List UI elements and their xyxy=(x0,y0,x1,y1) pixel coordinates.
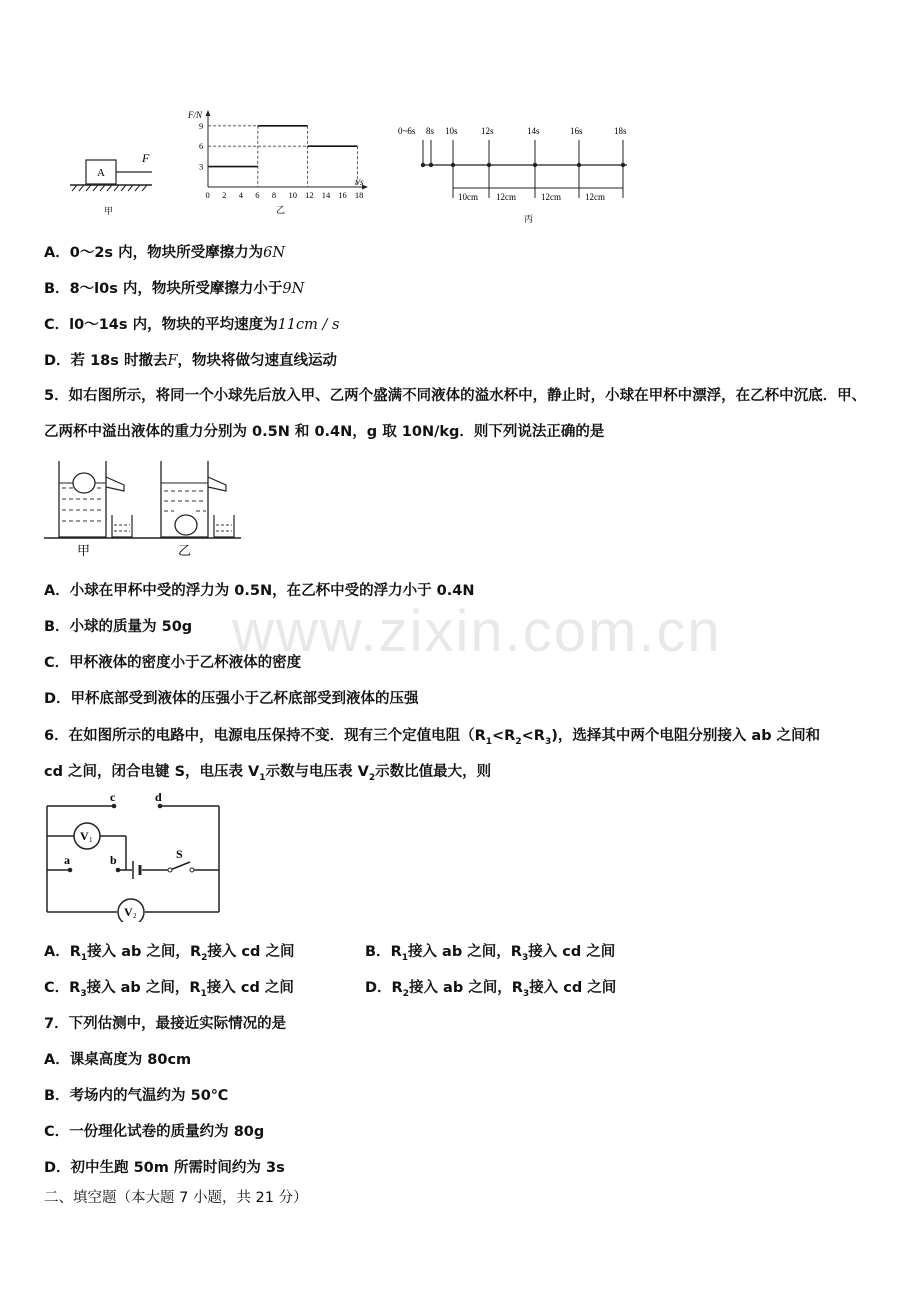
distance-label-2: 12cm xyxy=(541,192,561,202)
q5-option-d: D．甲杯底部受到液体的压强小于乙杯底部受到液体的压强 xyxy=(44,691,419,707)
x-tick-label-2: 2 xyxy=(222,190,227,200)
y-tick-label-3: 3 xyxy=(199,161,204,172)
x-tick-label-18: 18 xyxy=(354,190,364,200)
y-axis-label: F/N xyxy=(188,110,203,120)
q7-option-a: A．课桌高度为 80cm xyxy=(44,1052,192,1068)
x-tick-label-6: 6 xyxy=(255,190,260,200)
q4-option-c xyxy=(44,313,339,334)
q6-stem-line2: cd 之间，闭合电键 S，电压表 $V_1$示数与电压表 $V_2$示数比值最大，则 xyxy=(44,764,492,783)
q5-option-c: C．甲杯液体的密度小于乙杯液体的密度 xyxy=(44,655,302,671)
force-label: F xyxy=(142,151,150,165)
svg-text:1: 1 xyxy=(89,836,93,844)
x-tick-label-4: 4 xyxy=(238,190,243,200)
x-tick-label-10: 10 xyxy=(288,190,297,200)
q4-option-a xyxy=(44,241,285,262)
time-label-5: 16s xyxy=(570,126,583,136)
q4-option-b xyxy=(44,277,304,298)
watermark: www.zixin.com.cn xyxy=(232,599,722,664)
q6-option-d: D．$R_2$接入 ab 之间，$R_3$接入 cd 之间 xyxy=(365,980,617,999)
x-tick-label-0: 0 xyxy=(205,190,210,200)
option-label: B． xyxy=(44,281,70,297)
option-label: D． xyxy=(44,353,71,369)
option-math: 6N xyxy=(263,245,286,261)
option-text: l0～14s 内，物块的平均速度为 xyxy=(69,317,278,333)
ground-hatch xyxy=(72,185,147,191)
label-d: d xyxy=(155,792,162,804)
svg-text:2: 2 xyxy=(133,912,137,920)
distance-label-3: 12cm xyxy=(585,192,605,202)
q5-stem: 5．如右图所示，将同一个小球先后放入甲、乙两个盛满不同液体的溢水杯中，静止时，小球在甲杯中漂浮，在乙杯中沉底．甲、乙两杯中溢出液体的重力分别为 0.5N 和 0.4N，g 取 10N/kg．则下列说法正确的是 xyxy=(44,388,867,440)
q6-stem-line1: 6．在如图所示的电路中，电源电压保持不变．现有三个定值电阻$(R_1<R_2<R_3)$，选择其中两个电阻分别接入 ab 之间和 xyxy=(44,728,821,747)
block-label: A xyxy=(97,167,105,179)
x-tick-label-16: 16 xyxy=(338,190,347,200)
time-label-2: 10s xyxy=(445,126,458,136)
ball-sunk xyxy=(175,515,197,535)
option-text: 0～2s 内，物块所受摩擦力为 xyxy=(69,245,264,261)
option-text: ，物块将做匀速直线运动 xyxy=(177,353,338,369)
distance-label-1: 12cm xyxy=(496,192,516,202)
y-tick-label-6: 6 xyxy=(199,141,204,152)
y-tick-label-9: 9 xyxy=(199,120,204,131)
x-tick-label-8: 8 xyxy=(271,190,277,200)
time-label-0: 0~6s xyxy=(398,126,416,136)
time-label-4: 14s xyxy=(527,126,540,136)
q5-option-b: B．小球的质量为 50g xyxy=(44,619,193,635)
label-c: c xyxy=(110,792,116,804)
time-label-6: 18s xyxy=(614,126,627,136)
y-axis-arrow xyxy=(206,110,211,116)
figure-q6-circuit xyxy=(42,792,227,922)
option-label: C． xyxy=(44,317,70,333)
time-label-1: 8s xyxy=(426,126,435,136)
figure-q5-cups xyxy=(44,455,244,560)
q6-option-a: A．$R_1$接入 ab 之间，$R_2$接入 cd 之间 xyxy=(44,944,295,963)
q7-option-c: C．一份理化试卷的质量约为 80g xyxy=(44,1124,265,1140)
q6-option-b: B．$R_1$接入 ab 之间，$R_3$接入 cd 之间 xyxy=(365,944,616,963)
figure-yi-chart xyxy=(180,105,380,220)
caption-yi: 乙 xyxy=(276,205,286,215)
option-text: 若 18s 时撤去 xyxy=(70,353,168,369)
q7-stem: 7．下列估测中，最接近实际情况的是 xyxy=(44,1016,287,1032)
label-v1: V xyxy=(80,829,89,843)
x-axis-label: t/s xyxy=(355,177,364,187)
label-v2: V xyxy=(124,905,133,919)
label-a: a xyxy=(64,853,70,867)
section-2-heading: 二、填空题（本大题 7 小题，共 21 分） xyxy=(44,1190,308,1206)
label-b: b xyxy=(110,853,117,867)
ball-floating xyxy=(73,473,95,493)
q5-option-a: A．小球在甲杯中受的浮力为 0.5N，在乙杯中受的浮力小于 0.4N xyxy=(44,583,475,599)
cup-label-jia: 甲 xyxy=(77,543,91,558)
option-math: 9N xyxy=(282,281,305,297)
q7-option-d: D．初中生跑 50m 所需时间约为 3s xyxy=(44,1160,285,1176)
x-tick-label-14: 14 xyxy=(321,190,331,200)
figure-jia xyxy=(68,148,158,218)
caption-bing: 丙 xyxy=(524,214,534,224)
option-math: 11cm / s xyxy=(277,317,340,333)
distance-label-0: 10cm xyxy=(458,192,478,202)
label-s: S xyxy=(176,847,183,861)
q4-option-d xyxy=(44,349,337,370)
figure-bing xyxy=(395,118,645,228)
q6-option-c: C．$R_3$接入 ab 之间，$R_1$接入 cd 之间 xyxy=(44,980,294,999)
option-math: F xyxy=(167,353,178,369)
caption-jia: 甲 xyxy=(104,206,114,216)
time-label-3: 12s xyxy=(481,126,494,136)
option-label: A． xyxy=(44,245,70,261)
x-tick-label-12: 12 xyxy=(305,190,314,200)
cup-label-yi: 乙 xyxy=(178,543,192,558)
q7-option-b: B．考场内的气温约为 50℃ xyxy=(44,1088,229,1104)
option-text: 8～l0s 内，物块所受摩擦力小于 xyxy=(69,281,283,297)
